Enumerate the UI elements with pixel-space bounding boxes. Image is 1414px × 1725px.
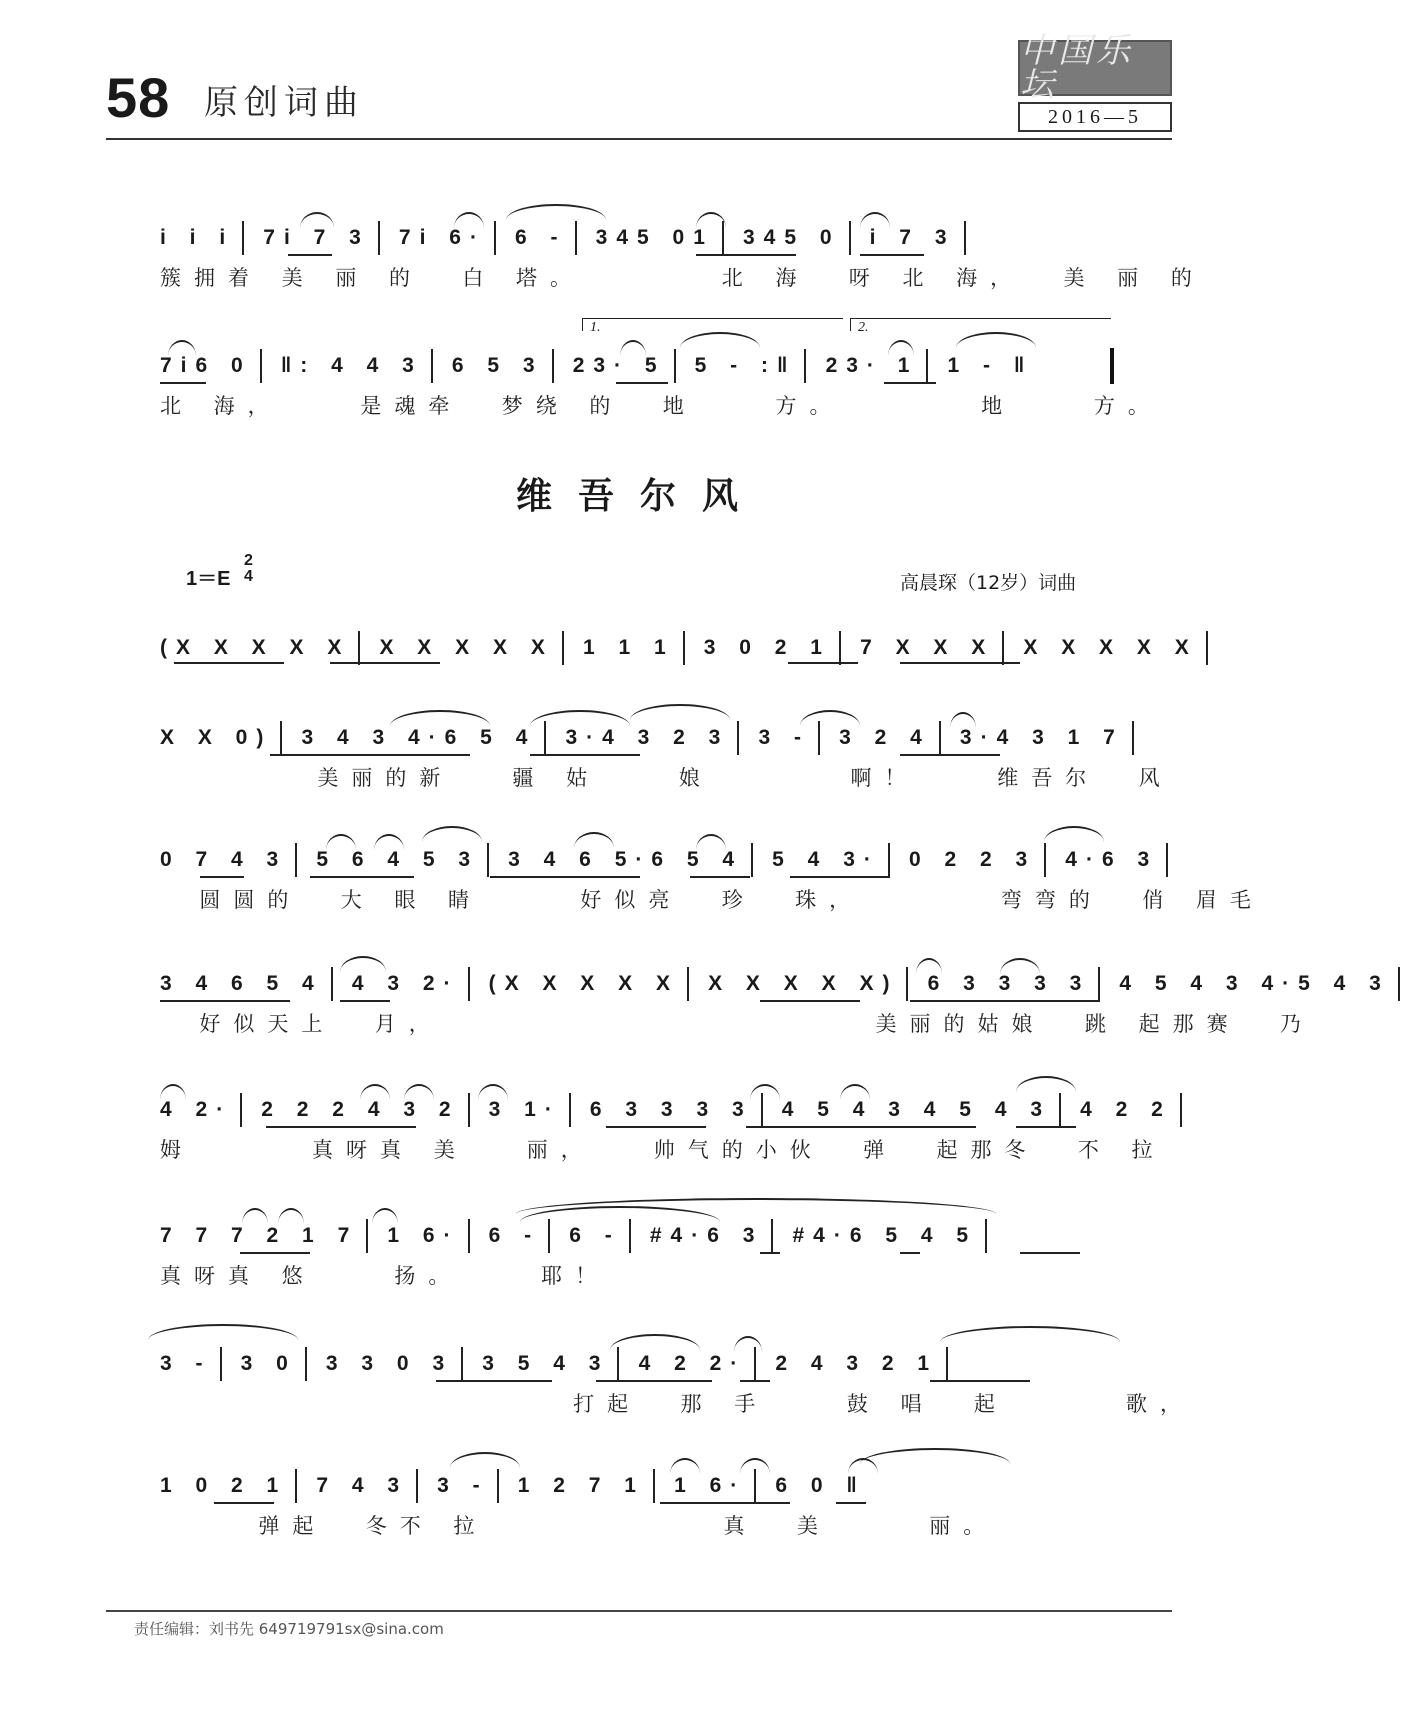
barline [1132, 721, 1134, 755]
song1-lyrics-line-1: 簇拥着 美 丽 的 白 塔。 北 海 呀 北 海， 美 丽 的 [160, 266, 1205, 290]
measure: 1 6· [387, 1224, 460, 1247]
beam [860, 254, 924, 256]
barline [906, 967, 908, 1001]
barline [818, 721, 820, 755]
slur [734, 1336, 762, 1352]
barline [494, 221, 496, 255]
barline [569, 1093, 571, 1127]
tie [940, 1326, 1120, 1342]
barline [1044, 843, 1046, 877]
measure: 3 4 6 5·6 5 4 [508, 848, 744, 871]
measure: 4 3 2· [351, 972, 460, 995]
song2-lyrics-line-7: 打起 那 手 鼓 唱 起 歌， [160, 1392, 1194, 1416]
barline [378, 221, 380, 255]
song2-notation-line-3 [160, 840, 1159, 880]
slur [574, 832, 614, 848]
beam [690, 876, 750, 878]
measure: 4 2· [160, 1098, 233, 1121]
beam [530, 754, 640, 756]
slur [374, 834, 404, 850]
tie [422, 826, 482, 842]
slur [478, 1084, 508, 1100]
measure: (X X X X X [160, 636, 351, 659]
measure: 6 - [569, 1224, 621, 1247]
measure: #4·6 5 4 5 [792, 1224, 978, 1247]
song1-lyrics-line-2: 北 海， 是魂牵 梦绕 的 地 方。 地 方。 [160, 394, 1162, 418]
measure: 3 - [758, 726, 810, 749]
measure: X X X X X [1023, 636, 1198, 659]
song2-lyrics-line-2: 美丽的新 疆 姑 娘 啊！ 维吾尔 风 [160, 766, 1173, 790]
measure: 3 4 3 4·6 5 4 [301, 726, 537, 749]
beam [596, 1380, 712, 1382]
song2-notation-line-1 [160, 628, 1198, 668]
slur [360, 1084, 390, 1100]
barline [220, 1347, 222, 1381]
slur [1016, 1076, 1076, 1092]
beam [760, 1000, 860, 1002]
barline [849, 221, 851, 255]
measure: 3 5 4 3 [482, 1352, 610, 1375]
editor-credit: 责任编辑：刘书先 649719791sx@sina.com [134, 1620, 444, 1638]
slur [916, 958, 942, 974]
song-title: 维吾尔风 [515, 476, 764, 517]
measure: 3·4 3 1 7 [959, 726, 1124, 749]
barline [888, 843, 890, 877]
measure: 1 0 2 1 [160, 1474, 288, 1497]
barline [687, 967, 689, 1001]
beam [490, 876, 640, 878]
beam [288, 254, 332, 256]
barline [416, 1469, 418, 1503]
slur [1000, 958, 1040, 974]
measure: 3 - [437, 1474, 489, 1497]
song2-notation-line-7 [160, 1344, 1120, 1384]
measure: 3 4 6 5 4 [160, 972, 323, 995]
barline [331, 967, 333, 1001]
beam [900, 754, 1000, 756]
slur [750, 1084, 780, 1100]
measure: 7 X X X [860, 636, 995, 659]
measure: X X 0) [160, 726, 273, 749]
beam [1020, 1252, 1080, 1254]
barline [366, 1219, 368, 1253]
slur [454, 212, 484, 228]
beam [788, 662, 858, 664]
song1-notation-line-1 [160, 218, 1120, 258]
beam [910, 1000, 1100, 1002]
song2-notation-line-5 [160, 1090, 1172, 1130]
slur [950, 712, 976, 728]
song1-notation-line-2 [160, 346, 1120, 386]
song2-notation-line-4 [160, 964, 1390, 1004]
barline [1002, 631, 1004, 665]
measure: 2 2 2 4 3 2 [261, 1098, 460, 1121]
song2-lyrics-line-5: 姆 真呀真 美 丽， 帅气的小伙 弹 起那冬 不 拉 [160, 1138, 1166, 1162]
beam [900, 1252, 920, 1254]
beam [330, 662, 440, 664]
barline [260, 349, 262, 383]
tie [630, 704, 730, 720]
measure: #4·6 3 [649, 1224, 764, 1247]
measure: 3 3 0 3 [325, 1352, 454, 1375]
song2-lyrics-line-4: 好似天上 月， 美丽的姑娘 跳 起那赛 乃 [160, 1012, 1314, 1036]
slur [404, 1084, 434, 1100]
measure: 6 - [515, 226, 567, 249]
barline [926, 349, 928, 383]
song2-notation-line-6 [160, 1216, 1120, 1256]
measure: 7 4 3 [316, 1474, 409, 1497]
tie [680, 332, 760, 348]
measure: 345 01 [595, 226, 714, 249]
measure: 5 6 4 5 3 [316, 848, 480, 871]
barline [552, 349, 554, 383]
barline [305, 1347, 307, 1381]
first-ending-bracket [582, 318, 843, 331]
slur [278, 1208, 304, 1224]
first-ending-label: 1. [590, 320, 601, 335]
measure: 1 - ‖ [947, 354, 1034, 377]
barline [280, 721, 282, 755]
barline [653, 1469, 655, 1503]
barline [1206, 631, 1208, 665]
time-signature-bottom: 4 [244, 568, 253, 585]
beam [200, 876, 244, 878]
header-divider [106, 138, 1172, 140]
measure: 7i 7 3 [263, 226, 370, 249]
tie [450, 1452, 520, 1468]
slur [800, 710, 860, 726]
beam [160, 382, 206, 384]
barline [431, 349, 433, 383]
barline [939, 721, 941, 755]
slur [840, 1084, 870, 1100]
barline [562, 631, 564, 665]
barline [468, 1219, 470, 1253]
brand-logo: 中国乐坛 [1020, 31, 1134, 105]
barline [674, 349, 676, 383]
beam [310, 876, 414, 878]
measure: 5 - :‖ [694, 354, 797, 377]
measure: 3 - [160, 1352, 212, 1375]
slur [860, 212, 890, 228]
measure: ‖: 4 4 3 [280, 354, 423, 377]
beam [746, 1126, 976, 1128]
tie [1044, 826, 1104, 842]
second-ending-label: 2. [858, 320, 869, 335]
measure: 7i 6· [398, 226, 486, 249]
measure: X X X X X) [708, 972, 899, 995]
measure: (X X X X X [488, 972, 679, 995]
beam [160, 1000, 290, 1002]
measure: 23· 5 [572, 354, 666, 377]
song2-notation-line-8 [160, 1466, 1120, 1506]
measure: 4 5 4 3 4 5 4 3 [781, 1098, 1052, 1121]
key-signature: 1＝E [186, 568, 231, 590]
song2-lyrics-line-3: 圆圆的 大 眼 睛 好似亮 珍 珠， 弯弯的 俏 眉毛 [160, 888, 1264, 912]
beam [214, 1502, 274, 1504]
slur [242, 1208, 268, 1224]
barline [617, 1347, 619, 1381]
measure: 3 1· [488, 1098, 561, 1121]
slur [168, 340, 196, 356]
slur [696, 834, 726, 850]
barline [487, 843, 489, 877]
slur [326, 834, 356, 850]
beam [884, 382, 936, 384]
measure: 0 7 4 3 [160, 848, 288, 871]
beam [1016, 1126, 1076, 1128]
beam [760, 1252, 780, 1254]
measure: 6 5 3 [451, 354, 544, 377]
barline [683, 631, 685, 665]
song2-lyrics-line-8: 弹起 冬不 拉 真 美 丽。 [160, 1514, 998, 1538]
measure: 4·6 3 [1065, 848, 1159, 871]
measure: i i i [160, 226, 235, 249]
song2-lyrics-line-1 [160, 672, 1120, 704]
measure: 3 2 4 [839, 726, 931, 749]
issue-number: 2016—5 [1018, 102, 1172, 132]
measure: 3 0 2 1 [703, 636, 831, 659]
measure: 0 2 2 3 [908, 848, 1037, 871]
measure: 5 4 3· [772, 848, 880, 871]
barline [754, 1347, 756, 1381]
time-signature-top: 2 [244, 552, 253, 569]
barline [240, 1093, 242, 1127]
beam [660, 1502, 790, 1504]
final-barline [1110, 348, 1114, 384]
beam [270, 754, 470, 756]
beam [606, 1126, 706, 1128]
section-title: 原创词曲 [204, 83, 364, 123]
song2-notation-line-2 [160, 718, 1124, 758]
beam [790, 876, 890, 878]
beam [436, 1380, 552, 1382]
barline [575, 221, 577, 255]
beam [266, 1126, 416, 1128]
measure: X X X X X [379, 636, 554, 659]
measure: 23· 1 [825, 354, 919, 377]
barline [839, 631, 841, 665]
barline [1059, 1093, 1061, 1127]
measure: 3·4 3 2 3 [565, 726, 730, 749]
barline [751, 843, 753, 877]
barline [1180, 1093, 1182, 1127]
barline [295, 1469, 297, 1503]
slur [696, 212, 726, 228]
barline [1098, 967, 1100, 1001]
barline [737, 721, 739, 755]
tie [956, 332, 1036, 348]
barline [1166, 843, 1168, 877]
measure: 4 2 2· [638, 1352, 747, 1375]
measure: 4 2 2 [1080, 1098, 1172, 1121]
slur [340, 956, 386, 972]
barline [754, 1469, 756, 1503]
slur [610, 1334, 700, 1350]
measure: 6 - [488, 1224, 541, 1247]
barline [964, 221, 966, 255]
barline [358, 631, 360, 665]
barline [468, 1093, 470, 1127]
measure: 3 0 [240, 1352, 297, 1375]
barline [544, 721, 546, 755]
barline [946, 1347, 948, 1381]
beam [174, 662, 284, 664]
beam [930, 1380, 1030, 1382]
slur [530, 710, 630, 726]
measure: 4 5 4 3 4·5 4 3 [1119, 972, 1390, 995]
slur [300, 212, 334, 228]
barline [985, 1219, 987, 1253]
barline [548, 1219, 550, 1253]
measure: 6 3 3 3 3 [927, 972, 1091, 995]
measure: 2 4 3 2 1 [775, 1352, 939, 1375]
tie [506, 204, 606, 220]
barline [1398, 967, 1400, 1001]
beam [240, 1252, 310, 1254]
measure: 345 0 [742, 226, 841, 249]
beam [836, 1502, 866, 1504]
barline [497, 1469, 499, 1503]
page-number: 58 [106, 66, 171, 129]
composer-credit: 高晨琛（12岁）词曲 [900, 572, 1077, 594]
barline [468, 967, 470, 1001]
beam [740, 1380, 770, 1382]
measure: 7 7 7 2 1 7 [160, 1224, 359, 1247]
barline [461, 1347, 463, 1381]
beam [616, 382, 668, 384]
beam [340, 1000, 390, 1002]
tie [860, 1448, 1010, 1464]
measure: 6 0 ‖ [775, 1474, 866, 1497]
barline [804, 349, 806, 383]
measure: i 7 3 [869, 226, 956, 249]
time-signature [244, 553, 253, 585]
brand-logo-box [1018, 31, 1172, 105]
measure: 1 2 7 1 [517, 1474, 645, 1497]
beam [696, 254, 796, 256]
slur [670, 1458, 700, 1474]
barline [629, 1219, 631, 1253]
slur [390, 710, 490, 726]
beam [900, 662, 1020, 664]
measure: 1 1 1 [582, 636, 675, 659]
footer-divider [106, 1610, 1172, 1612]
measure: 6 3 3 3 3 [589, 1098, 753, 1121]
barline [295, 843, 297, 877]
measure: 7i6 0 [160, 354, 252, 377]
slur [372, 1208, 398, 1224]
slur [620, 340, 646, 356]
slur [160, 1084, 186, 1100]
slur [888, 340, 914, 356]
tie [148, 1324, 298, 1340]
barline [771, 1219, 773, 1253]
slur [740, 1458, 770, 1474]
second-ending-bracket [850, 318, 1111, 331]
barline [242, 221, 244, 255]
song2-lyrics-line-6: 真呀真 悠 扬。 耶！ [160, 1264, 610, 1288]
measure: 1 6· [674, 1474, 747, 1497]
